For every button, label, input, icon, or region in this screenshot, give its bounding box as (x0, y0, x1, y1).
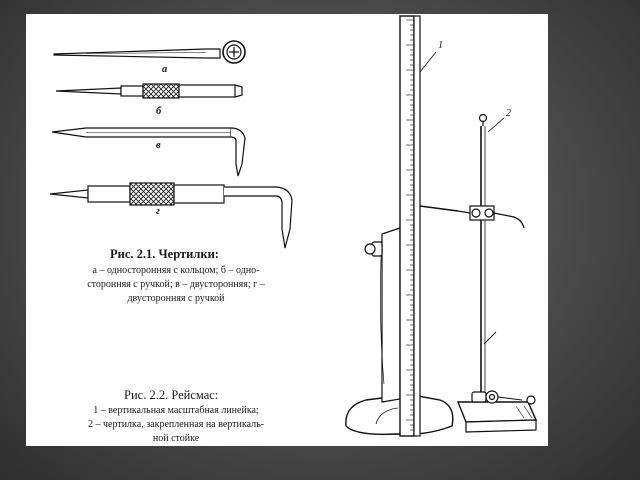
figure-2-caption-line: 1 – вертикальная масштабная линейка; (93, 405, 259, 416)
part-label-2: 2 (506, 108, 511, 119)
figure-1-caption-line: сторонняя с ручкой; в – двусторонняя; г – (87, 279, 265, 290)
scriber-b-drawing (56, 84, 242, 98)
surface-gauge-drawing (346, 16, 536, 436)
label-g: г (156, 206, 160, 217)
scriber-a-drawing (54, 41, 245, 63)
figure-1-caption-title: Рис. 2.1. Чертилки: (110, 247, 219, 261)
label-b: б (156, 106, 162, 117)
figure-2-caption-line: ной стойке (152, 433, 200, 444)
slide-image (26, 14, 548, 446)
figure-1-caption-body (26, 264, 326, 306)
part-label-1: 1 (438, 40, 443, 51)
scriber-g-drawing (50, 183, 292, 248)
figure-2-caption-body (26, 404, 326, 446)
illustration (26, 14, 548, 446)
figure-1-caption-line: двусторонняя с ручкой (127, 293, 225, 304)
label-a: а (162, 64, 168, 75)
figure-2-caption-title: Рис. 2.2. Рейсмас: (124, 388, 219, 402)
scriber-v-drawing (52, 128, 245, 176)
figure-2-caption-line: 2 – чертилка, закрепленная на вертикаль- (88, 419, 264, 430)
label-v: в (156, 140, 161, 151)
figure-1-caption-line: а – односторонняя с кольцом; б – одно- (92, 265, 260, 276)
